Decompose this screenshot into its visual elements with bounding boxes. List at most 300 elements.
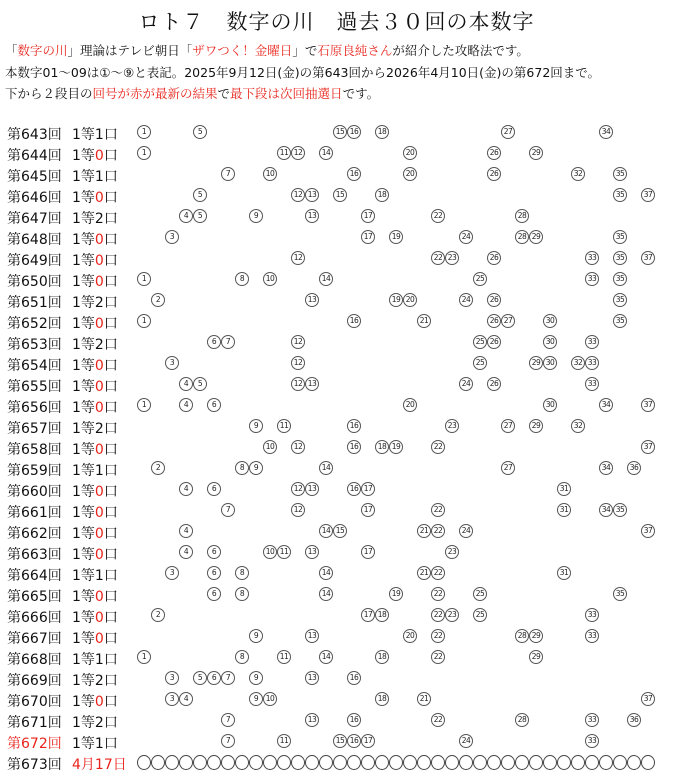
winning-number: 35 <box>613 293 627 307</box>
highlight-text: 数字の川 <box>17 43 68 58</box>
jackpot-count <box>72 334 118 354</box>
winning-number: 7 <box>221 335 235 349</box>
winning-number: 6 <box>207 587 221 601</box>
prize-tier: 1等 <box>72 148 95 164</box>
prize-unit: 口 <box>103 148 118 164</box>
winning-number: 33 <box>585 608 599 622</box>
winning-number: 25 <box>473 272 487 286</box>
next-draw-date: 4月17日 <box>72 757 127 773</box>
jackpot-count <box>72 439 118 459</box>
empty-number-slot <box>207 755 221 770</box>
winning-number: 20 <box>403 146 417 160</box>
empty-number-slot <box>543 755 557 770</box>
prize-unit: 口 <box>103 715 118 731</box>
winning-number: 24 <box>459 230 473 244</box>
winning-number: 5 <box>193 377 207 391</box>
winner-count: 0 <box>94 253 104 269</box>
winner-count: 0 <box>94 358 104 374</box>
intro-text: で <box>217 86 231 101</box>
prize-tier: 1等 <box>72 253 95 269</box>
winner-count: 2 <box>94 295 104 311</box>
winning-number: 22 <box>431 650 445 664</box>
winning-number: 8 <box>235 461 249 475</box>
jackpot-count <box>72 670 118 690</box>
winning-number: 18 <box>375 125 389 139</box>
winning-number: 27 <box>501 419 515 433</box>
prize-unit: 口 <box>103 547 118 563</box>
winning-number: 9 <box>249 209 263 223</box>
draw-row <box>0 670 673 691</box>
winning-number: 10 <box>263 545 277 559</box>
intro-text: が紹介した攻略法です。 <box>392 43 529 58</box>
winning-number: 6 <box>207 398 221 412</box>
prize-unit: 口 <box>103 127 118 143</box>
winning-number: 6 <box>207 566 221 580</box>
winning-number: 4 <box>179 209 193 223</box>
winning-number: 33 <box>585 629 599 643</box>
winner-count: 1 <box>94 169 104 185</box>
winning-number: 6 <box>207 671 221 685</box>
winning-number: 18 <box>375 692 389 706</box>
winning-number: 21 <box>417 314 431 328</box>
prize-tier: 1等 <box>72 169 95 185</box>
winner-count: 1 <box>94 652 104 668</box>
draw-row <box>0 334 673 355</box>
prize-tier: 1等 <box>72 589 95 605</box>
winning-number: 22 <box>431 608 445 622</box>
winning-number: 28 <box>515 209 529 223</box>
winning-number: 37 <box>641 188 655 202</box>
winning-number: 23 <box>445 419 459 433</box>
winning-number: 9 <box>249 692 263 706</box>
empty-number-slot <box>263 755 277 770</box>
winning-number: 32 <box>571 419 585 433</box>
prize-unit: 口 <box>103 484 118 500</box>
prize-unit: 口 <box>103 652 118 668</box>
winning-number: 26 <box>487 377 501 391</box>
winner-count: 0 <box>94 694 104 710</box>
winning-number: 13 <box>305 629 319 643</box>
winning-number: 20 <box>403 293 417 307</box>
empty-number-slot <box>599 755 613 770</box>
draw-row <box>0 292 673 313</box>
winning-number: 12 <box>291 251 305 265</box>
prize-unit: 口 <box>103 211 118 227</box>
draw-row <box>0 376 673 397</box>
round-label: 第667回 <box>7 631 62 647</box>
draw-row <box>0 502 673 523</box>
winning-number: 12 <box>291 482 305 496</box>
winning-number: 3 <box>165 692 179 706</box>
winning-number: 25 <box>473 356 487 370</box>
prize-unit: 口 <box>103 379 118 395</box>
winning-number: 16 <box>347 734 361 748</box>
prize-tier: 1等 <box>72 421 95 437</box>
winning-number: 29 <box>529 146 543 160</box>
prize-tier: 1等 <box>72 274 95 290</box>
winning-number: 13 <box>305 209 319 223</box>
winning-number: 20 <box>403 398 417 412</box>
round-label: 第647回 <box>7 211 62 227</box>
winning-number: 31 <box>557 566 571 580</box>
winning-number: 24 <box>459 524 473 538</box>
winning-number: 5 <box>193 188 207 202</box>
draw-row <box>0 418 673 439</box>
winning-number: 2 <box>151 293 165 307</box>
winner-count: 1 <box>94 568 104 584</box>
round-label: 第669回 <box>7 673 62 689</box>
winner-count: 0 <box>94 400 104 416</box>
winning-number: 12 <box>291 356 305 370</box>
prize-tier: 1等 <box>72 337 95 353</box>
winning-number: 30 <box>543 356 557 370</box>
jackpot-count <box>72 691 118 711</box>
winning-number: 22 <box>431 209 445 223</box>
round-label: 第645回 <box>7 169 62 185</box>
round-label: 第649回 <box>7 253 62 269</box>
jackpot-count <box>72 229 118 249</box>
winning-number: 29 <box>529 356 543 370</box>
winning-number: 11 <box>277 545 291 559</box>
round-label: 第658回 <box>7 442 62 458</box>
empty-number-slot <box>193 755 207 770</box>
highlight-text: 石原良純さん <box>317 43 393 58</box>
winning-number: 20 <box>403 629 417 643</box>
jackpot-count <box>72 607 118 627</box>
prize-tier: 1等 <box>72 568 95 584</box>
draw-row <box>0 229 673 250</box>
winner-count: 0 <box>94 232 104 248</box>
draw-row <box>0 691 673 712</box>
prize-tier: 1等 <box>72 736 95 752</box>
jackpot-count <box>72 460 118 480</box>
prize-tier: 1等 <box>72 400 95 416</box>
prize-tier: 1等 <box>72 442 95 458</box>
prize-unit: 口 <box>103 610 118 626</box>
prize-unit: 口 <box>103 253 118 269</box>
round-label: 第655回 <box>7 379 62 395</box>
prize-unit: 口 <box>103 337 118 353</box>
round-label: 第671回 <box>7 715 62 731</box>
winning-number: 21 <box>417 566 431 580</box>
round-label: 第670回 <box>7 694 62 710</box>
prize-unit: 口 <box>103 190 118 206</box>
empty-number-slot <box>221 755 235 770</box>
winning-number: 22 <box>431 251 445 265</box>
winning-number: 33 <box>585 335 599 349</box>
winning-number: 35 <box>613 188 627 202</box>
winning-number: 8 <box>235 650 249 664</box>
winning-number: 8 <box>235 587 249 601</box>
winning-number: 22 <box>431 566 445 580</box>
empty-number-slot <box>403 755 417 770</box>
winning-number: 15 <box>333 734 347 748</box>
jackpot-count <box>72 187 118 207</box>
winning-number: 22 <box>431 503 445 517</box>
highlight-text: ザワつく！金曜日 <box>192 43 293 58</box>
jackpot-count <box>72 397 118 417</box>
empty-number-slot <box>473 755 487 770</box>
winning-number: 4 <box>179 377 193 391</box>
winning-number: 13 <box>305 188 319 202</box>
winning-number: 32 <box>571 356 585 370</box>
empty-number-slot <box>613 755 627 770</box>
winning-number: 30 <box>543 398 557 412</box>
prize-unit: 口 <box>103 526 118 542</box>
winning-number: 16 <box>347 482 361 496</box>
round-label: 第651回 <box>7 295 62 311</box>
winning-number: 16 <box>347 167 361 181</box>
winning-number: 24 <box>459 734 473 748</box>
next-draw-row <box>0 754 673 775</box>
winning-number: 37 <box>641 440 655 454</box>
winning-number: 7 <box>221 503 235 517</box>
draw-row <box>0 187 673 208</box>
jackpot-count <box>72 502 118 522</box>
jackpot-count <box>72 586 118 606</box>
winner-count: 0 <box>94 610 104 626</box>
winning-number: 12 <box>291 188 305 202</box>
winner-count: 0 <box>94 631 104 647</box>
winning-number: 10 <box>263 272 277 286</box>
winning-number: 18 <box>375 650 389 664</box>
winning-number: 12 <box>291 146 305 160</box>
draw-row <box>0 460 673 481</box>
empty-number-slot <box>389 755 403 770</box>
prize-unit: 口 <box>103 505 118 521</box>
winning-number: 13 <box>305 713 319 727</box>
empty-number-slot <box>487 755 501 770</box>
round-label: 第663回 <box>7 547 62 563</box>
prize-tier: 1等 <box>72 526 95 542</box>
jackpot-count <box>72 544 118 564</box>
winning-number: 11 <box>277 650 291 664</box>
draw-row <box>0 250 673 271</box>
winning-number: 12 <box>291 377 305 391</box>
winning-number: 9 <box>249 671 263 685</box>
winning-number: 14 <box>319 587 333 601</box>
winning-number: 27 <box>501 461 515 475</box>
prize-tier: 1等 <box>72 232 95 248</box>
winning-number: 15 <box>333 125 347 139</box>
winning-number: 23 <box>445 545 459 559</box>
intro-line-1 <box>5 41 529 59</box>
winning-number: 19 <box>389 293 403 307</box>
winning-number: 17 <box>361 608 375 622</box>
round-label: 第673回 <box>7 757 62 773</box>
winning-number: 28 <box>515 713 529 727</box>
winning-number: 9 <box>249 419 263 433</box>
winner-count: 0 <box>94 589 104 605</box>
empty-number-slot <box>431 755 445 770</box>
empty-number-slot <box>137 755 151 770</box>
prize-unit: 口 <box>103 589 118 605</box>
round-label: 第643回 <box>7 127 62 143</box>
winning-number: 14 <box>319 146 333 160</box>
empty-number-slot <box>417 755 431 770</box>
jackpot-count <box>72 628 118 648</box>
winner-count: 0 <box>94 442 104 458</box>
winning-number: 12 <box>291 503 305 517</box>
intro-text: 下から２段目の <box>5 86 93 101</box>
prize-tier: 1等 <box>72 715 95 731</box>
winning-number: 34 <box>599 503 613 517</box>
winning-number: 6 <box>207 545 221 559</box>
winning-number: 16 <box>347 314 361 328</box>
empty-number-slot <box>277 755 291 770</box>
winner-count: 2 <box>94 421 104 437</box>
winning-number: 30 <box>543 335 557 349</box>
winning-number: 14 <box>319 566 333 580</box>
winning-number: 4 <box>179 524 193 538</box>
empty-number-slot <box>459 755 473 770</box>
winning-number: 21 <box>417 524 431 538</box>
draw-row <box>0 565 673 586</box>
prize-unit: 口 <box>103 232 118 248</box>
winning-number: 16 <box>347 125 361 139</box>
winning-number: 13 <box>305 377 319 391</box>
winning-number: 3 <box>165 671 179 685</box>
prize-tier: 1等 <box>72 505 95 521</box>
round-label: 第654回 <box>7 358 62 374</box>
winning-number: 29 <box>529 650 543 664</box>
winning-number: 17 <box>361 545 375 559</box>
empty-number-slot <box>347 755 361 770</box>
prize-tier: 1等 <box>72 211 95 227</box>
winning-number: 14 <box>319 650 333 664</box>
winning-number: 33 <box>585 272 599 286</box>
draw-row <box>0 649 673 670</box>
winning-number: 7 <box>221 713 235 727</box>
winning-number: 10 <box>263 440 277 454</box>
empty-number-slot <box>151 755 165 770</box>
prize-tier: 1等 <box>72 379 95 395</box>
winning-number: 7 <box>221 671 235 685</box>
prize-tier: 1等 <box>72 358 95 374</box>
winning-number: 10 <box>263 167 277 181</box>
winning-number: 3 <box>165 566 179 580</box>
intro-text: 「 <box>5 43 18 58</box>
winner-count: 0 <box>94 316 104 332</box>
winning-number: 35 <box>613 167 627 181</box>
winning-number: 22 <box>431 629 445 643</box>
winning-number: 36 <box>627 713 641 727</box>
jackpot-count <box>72 355 118 375</box>
winning-number: 37 <box>641 398 655 412</box>
empty-number-slot <box>291 755 305 770</box>
winning-number: 7 <box>221 734 235 748</box>
round-label: 第672回 <box>7 736 62 752</box>
prize-unit: 口 <box>103 400 118 416</box>
draw-row <box>0 481 673 502</box>
winning-number: 5 <box>193 209 207 223</box>
jackpot-count <box>72 712 118 732</box>
winning-number: 14 <box>319 524 333 538</box>
prize-tier: 1等 <box>72 673 95 689</box>
winning-number: 28 <box>515 230 529 244</box>
winning-number: 1 <box>137 650 151 664</box>
winning-number: 8 <box>235 272 249 286</box>
winning-number: 16 <box>347 671 361 685</box>
winning-number: 13 <box>305 671 319 685</box>
round-label: 第662回 <box>7 526 62 542</box>
jackpot-count <box>72 313 118 333</box>
winning-number: 7 <box>221 167 235 181</box>
winner-count: 1 <box>94 127 104 143</box>
winning-number: 29 <box>529 419 543 433</box>
intro-text: 本数字01〜09は①〜⑨と表記。2025年9月12日(金)の第643回から2026年4月10日(金)の第672回まで。 <box>5 65 601 80</box>
page-title: ロト７ 数字の川 過去３０回の本数字 <box>138 10 535 34</box>
winning-number: 32 <box>571 167 585 181</box>
winning-number: 31 <box>557 482 571 496</box>
winning-number: 33 <box>585 377 599 391</box>
intro-text: です。 <box>342 86 380 101</box>
empty-number-slot <box>627 755 641 770</box>
winner-count: 2 <box>94 211 104 227</box>
empty-number-slot <box>361 755 375 770</box>
winning-number: 17 <box>361 503 375 517</box>
winning-number: 8 <box>235 566 249 580</box>
jackpot-count <box>72 292 118 312</box>
draw-row <box>0 397 673 418</box>
winning-number: 35 <box>613 314 627 328</box>
winning-number: 29 <box>529 629 543 643</box>
intro-text: 」で <box>292 43 318 58</box>
prize-tier: 1等 <box>72 484 95 500</box>
draw-row <box>0 355 673 376</box>
winning-number: 23 <box>445 251 459 265</box>
empty-number-slot <box>249 755 263 770</box>
prize-tier: 1等 <box>72 547 95 563</box>
winning-number: 37 <box>641 524 655 538</box>
prize-unit: 口 <box>103 631 118 647</box>
winner-count: 0 <box>94 547 104 563</box>
draw-row <box>0 712 673 733</box>
winning-number: 17 <box>361 482 375 496</box>
draw-row <box>0 313 673 334</box>
prize-tier: 1等 <box>72 190 95 206</box>
winning-number: 1 <box>137 272 151 286</box>
prize-tier: 1等 <box>72 316 95 332</box>
winning-number: 26 <box>487 314 501 328</box>
highlight-text: 回号が赤が最新の結果 <box>92 86 218 101</box>
winning-number: 18 <box>375 608 389 622</box>
round-label: 第653回 <box>7 337 62 353</box>
jackpot-count <box>72 271 118 291</box>
winning-number: 4 <box>179 545 193 559</box>
round-label: 第656回 <box>7 400 62 416</box>
winning-number: 15 <box>333 524 347 538</box>
round-label: 第661回 <box>7 505 62 521</box>
winning-number: 33 <box>585 356 599 370</box>
empty-number-slot <box>319 755 333 770</box>
winning-number: 25 <box>473 608 487 622</box>
winning-number: 13 <box>305 545 319 559</box>
winning-number: 17 <box>361 734 375 748</box>
draw-row <box>0 166 673 187</box>
winning-number: 1 <box>137 146 151 160</box>
jackpot-count <box>72 481 118 501</box>
winning-number: 4 <box>179 482 193 496</box>
empty-number-slot <box>179 755 193 770</box>
winning-number: 37 <box>641 251 655 265</box>
prize-unit: 口 <box>103 463 118 479</box>
winning-number: 24 <box>459 293 473 307</box>
jackpot-count <box>72 376 118 396</box>
winner-count: 2 <box>94 337 104 353</box>
winning-number: 3 <box>165 230 179 244</box>
winning-number: 2 <box>151 461 165 475</box>
